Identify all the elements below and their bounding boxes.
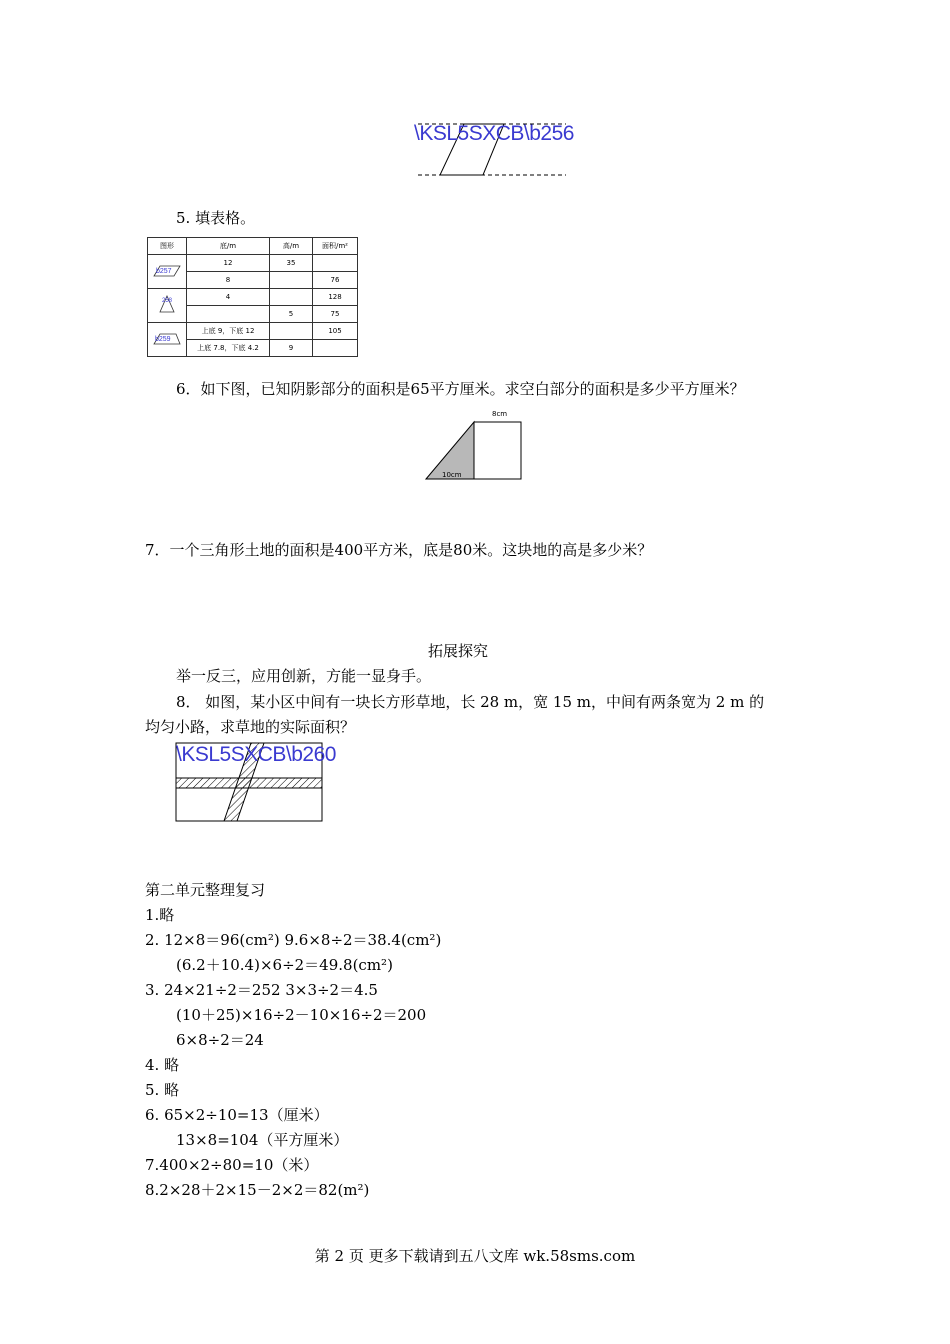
shape-cell-triangle <box>148 289 187 323</box>
question-7-text: 7．一个三角形土地的面积是400平方米，底是80米。这块地的高是多少米？ <box>145 541 653 559</box>
figure-lawn <box>175 742 336 824</box>
answer-line: 5. 略 <box>145 1081 180 1099</box>
table-cell: 128 <box>313 289 358 306</box>
table-cell <box>187 306 270 323</box>
answer-line: 1.略 <box>145 906 175 924</box>
label-top-length: 8cm <box>492 410 508 418</box>
table-cell: 8 <box>187 272 270 289</box>
question-5-label: 5. 填表格。 <box>176 209 256 227</box>
label-bottom-length: 10cm <box>442 471 462 479</box>
figure-parallelogram <box>414 118 574 180</box>
table-cell <box>270 289 313 306</box>
table-header-cell: 面积/m² <box>313 238 358 255</box>
figure-placeholder-label: \KSL5SXCB\b256 <box>414 122 574 145</box>
table-cell: 4 <box>187 289 270 306</box>
table-cell <box>270 272 313 289</box>
table-header-cell: 高/m <box>270 238 313 255</box>
answer-line: 13×8=104（平方厘米） <box>176 1131 349 1149</box>
shape-label: 258 <box>162 297 173 304</box>
triangle-shape <box>152 292 182 318</box>
page-footer: 第 2 页 更多下载请到五八文库 wk.58sms.com <box>314 1247 636 1265</box>
table-cell <box>313 255 358 272</box>
table-row <box>148 323 358 340</box>
shape-cell-trapezoid <box>148 323 187 357</box>
answer-line: 6. 65×2÷10=13（厘米） <box>145 1106 329 1124</box>
table-cell <box>270 323 313 340</box>
triangle-square-diagram <box>424 408 524 482</box>
question-8-line2: 均匀小路，求草地的实际面积？ <box>145 718 356 736</box>
question-6-text: 6．如下图，已知阴影部分的面积是65平方厘米。求空白部分的面积是多少平方厘米？ <box>176 380 745 398</box>
table-cell: 35 <box>270 255 313 272</box>
answer-line: 7.400×2÷80=10（米） <box>145 1156 319 1174</box>
table-cell: 12 <box>187 255 270 272</box>
table-cell: 76 <box>313 272 358 289</box>
shape-cell-parallelogram <box>148 255 187 289</box>
section-subtitle: 举一反三，应用创新，方能一显身手。 <box>176 667 432 685</box>
table-header-cell: 图形 <box>148 238 187 255</box>
answers-title: 第二单元整理复习 <box>145 881 266 899</box>
answer-line: 6×8÷2＝24 <box>176 1031 264 1049</box>
answer-line: 4. 略 <box>145 1056 180 1074</box>
parallelogram-shape <box>152 262 182 280</box>
answer-line: 2. 12×8＝96(cm²) 9.6×8÷2＝38.4(cm²) <box>145 931 442 949</box>
answer-line: (10＋25)×16÷2－10×16÷2＝200 <box>176 1006 427 1024</box>
table-row <box>148 289 358 306</box>
table-header-cell: 底/m <box>187 238 270 255</box>
shape-label: b259 <box>155 335 171 343</box>
table-cell: 上底 9，下底 12 <box>187 323 270 340</box>
answer-line: 8.2×28＋2×15－2×2＝82(m²) <box>145 1181 370 1199</box>
fill-table <box>147 237 358 357</box>
section-title: 拓展探究 <box>428 642 489 660</box>
question-8-line1: 8． 如图，某小区中间有一块长方形草地，长 28 m，宽 15 m，中间有两条宽为 2 m 的 <box>176 693 765 711</box>
figure-triangle-square <box>424 408 524 482</box>
shape-label: b257 <box>156 267 172 275</box>
table-cell: 9 <box>270 340 313 357</box>
answer-line: 3. 24×21÷2＝252 3×3÷2＝4.5 <box>145 981 378 999</box>
table-header-row <box>148 238 358 255</box>
table-cell: 5 <box>270 306 313 323</box>
table-row <box>148 255 358 272</box>
table-cell <box>313 340 358 357</box>
trapezoid-shape <box>152 330 182 348</box>
table-cell: 105 <box>313 323 358 340</box>
table-cell: 75 <box>313 306 358 323</box>
answer-line: (6.2＋10.4)×6÷2＝49.8(cm²) <box>176 956 393 974</box>
table-cell: 上底 7.8，下底 4.2 <box>187 340 270 357</box>
figure-placeholder-label: \KSL5SXCB\b260 <box>176 743 336 766</box>
